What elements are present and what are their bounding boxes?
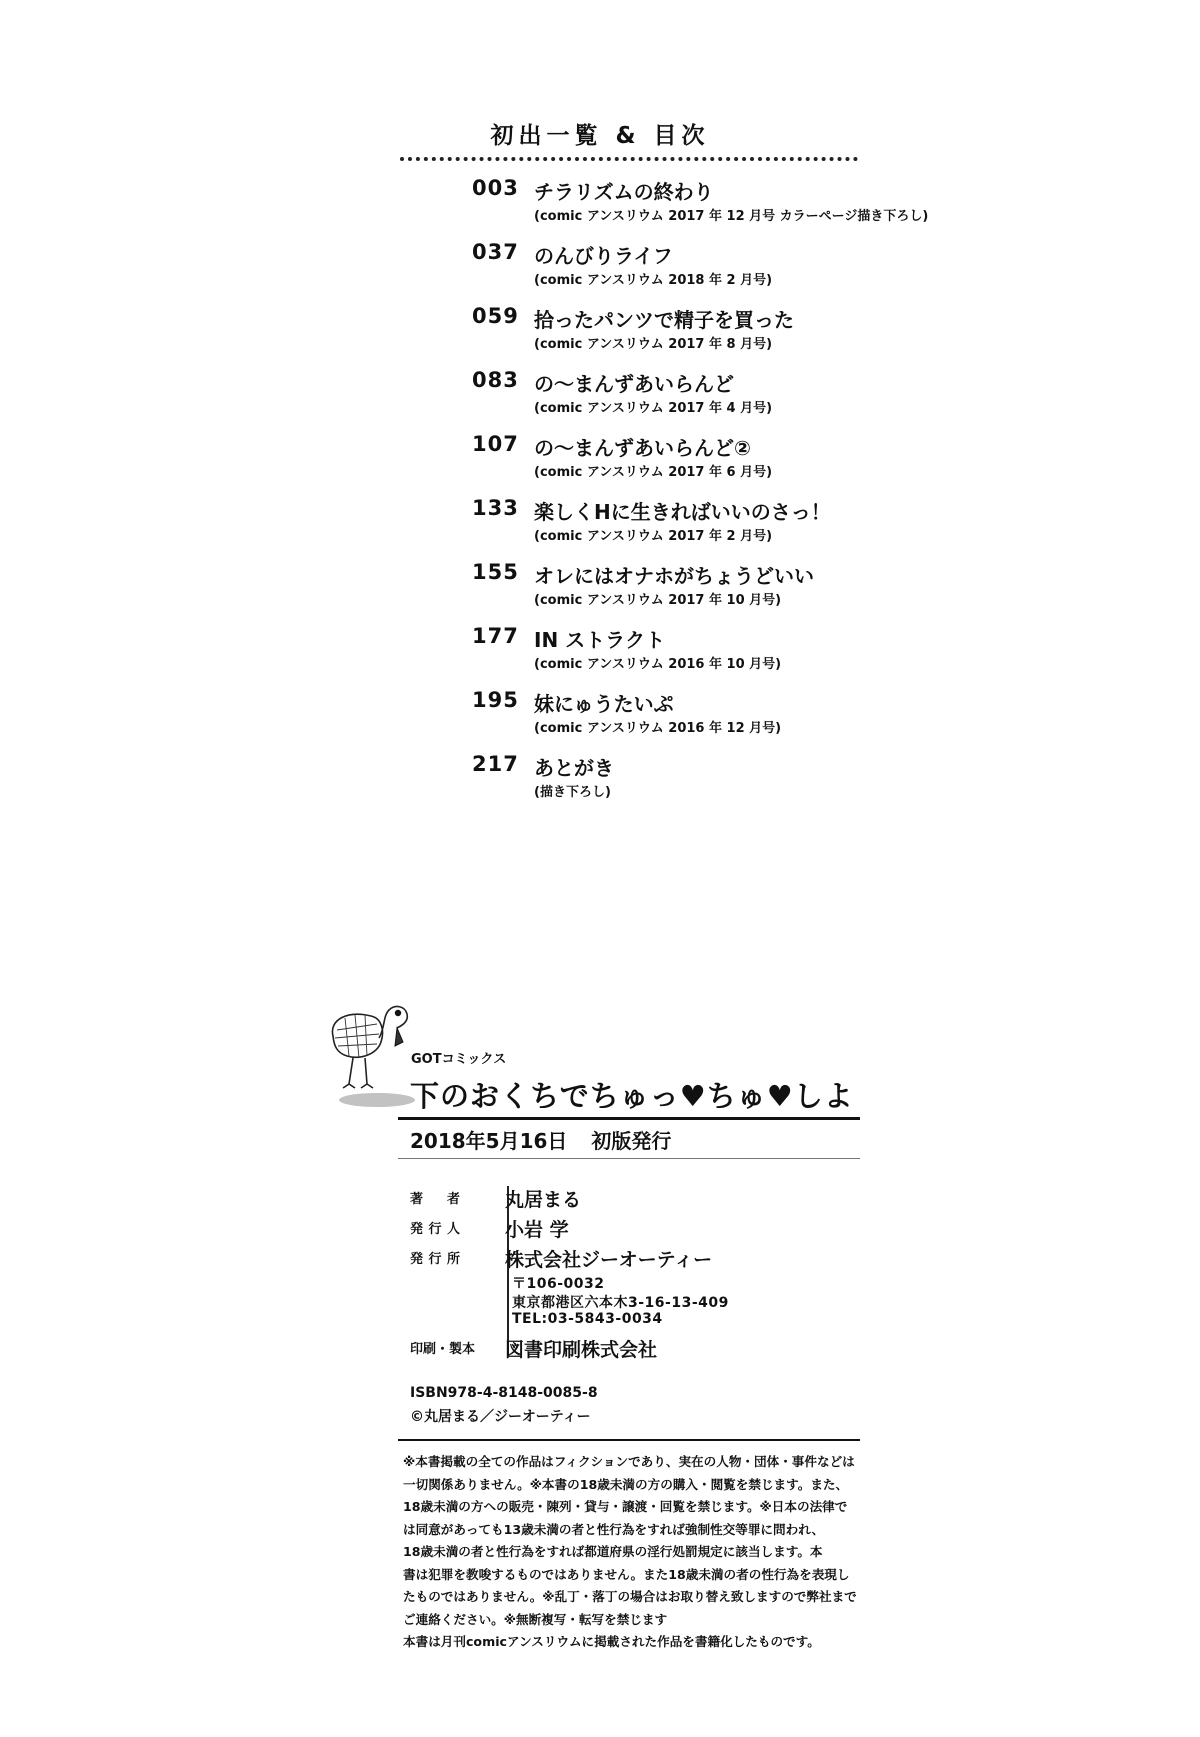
toc-story-source: (comic アンスリウム 2017 年 10 月号) xyxy=(534,593,782,608)
dotted-divider xyxy=(400,157,858,161)
toc-page-number: 177 xyxy=(472,624,519,648)
issuer-name: 小岩 学 xyxy=(505,1219,569,1241)
toc-page-number: 083 xyxy=(472,368,519,392)
label-char: 発 xyxy=(410,1222,424,1237)
notice-line: 一切関係ありません。※本書の18歳未満の方の購入・閲覧を禁じます。また、 xyxy=(403,1476,849,1492)
notice-line: たものではありません。※乱丁・落丁の場合はお取り替え致しますので弊社まで xyxy=(403,1589,857,1604)
notice-rule xyxy=(398,1439,860,1441)
notice-line: 本書は月刊comicアンスリウムに掲載された作品を書籍化したものです。 xyxy=(403,1634,820,1649)
toc-story-source: (描き下ろし) xyxy=(534,785,611,800)
publisher-label xyxy=(410,1248,460,1267)
toc-entry xyxy=(472,496,972,560)
title-rule xyxy=(398,1117,860,1120)
toc-entry xyxy=(472,368,972,432)
publication-date xyxy=(410,1125,671,1154)
legal-notice xyxy=(403,1451,858,1654)
title-part: しよ xyxy=(793,1079,854,1113)
toc-page-number: 217 xyxy=(472,752,519,776)
date-rule xyxy=(398,1158,860,1159)
publisher-name: 株式会社ジーオーティー xyxy=(505,1249,713,1271)
toc-story-source: (comic アンスリウム 2018 年 2 月号) xyxy=(534,273,773,288)
heart-icon: ♥ xyxy=(766,1079,794,1113)
label-char: 行 xyxy=(428,1222,442,1237)
printer-name: 図書印刷株式会社 xyxy=(505,1339,658,1361)
copyright: ©丸居まる／ジーオーティー xyxy=(410,1409,591,1425)
toc-list xyxy=(472,176,972,816)
author-label xyxy=(410,1188,460,1207)
title-part: 下のおくちでちゅっ xyxy=(410,1079,680,1113)
toc-entry xyxy=(472,176,972,240)
toc-page-number: 003 xyxy=(472,176,519,200)
toc-story-title: オレにはオナホがちょうどいい xyxy=(534,564,814,588)
toc-entry xyxy=(472,304,972,368)
toc-entry xyxy=(472,752,972,816)
toc-story-title: 楽しくHに生きればいいのさっ！ xyxy=(534,500,831,524)
toc-story-title: あとがき xyxy=(534,756,614,780)
toc-page-number: 059 xyxy=(472,304,519,328)
toc-story-title: チラリズムの終わり xyxy=(534,180,714,204)
toc-story-source: (comic アンスリウム 2017 年 4 月号) xyxy=(534,401,773,416)
heart-icon: ♥ xyxy=(679,1079,707,1113)
toc-page-number: 133 xyxy=(472,496,519,520)
isbn: ISBN978-4-8148-0085-8 xyxy=(410,1385,598,1401)
toc-story-source: (comic アンスリウム 2017 年 6 月号) xyxy=(534,465,773,480)
issuer-label xyxy=(410,1218,460,1237)
label-char: 発 xyxy=(410,1252,424,1267)
toc-story-title: のんびりライフ xyxy=(534,244,673,268)
toc-story-title: IN ストラクト xyxy=(534,628,666,652)
toc-entry xyxy=(472,240,972,304)
imprint-label: GOTコミックス xyxy=(411,1052,507,1067)
notice-line: 書は犯罪を教唆するものではありません。また18歳未満の者の性行為を表現し xyxy=(403,1566,850,1582)
notice-line: 18歳未満の者と性行為をすれば都道府県の淫行処罰規定に該当します。本 xyxy=(403,1544,823,1559)
toc-story-source: (comic アンスリウム 2016 年 12 月号) xyxy=(534,721,782,736)
edition-text: 初版発行 xyxy=(591,1129,672,1153)
toc-story-source: (comic アンスリウム 2017 年 8 月号) xyxy=(534,337,773,352)
author-name: 丸居まる xyxy=(505,1189,582,1211)
title-part: ちゅ xyxy=(706,1079,767,1113)
printer-label: 印刷・製本 xyxy=(410,1342,476,1357)
toc-page-number: 155 xyxy=(472,560,519,584)
book-title xyxy=(410,1074,854,1115)
label-char: 行 xyxy=(428,1252,442,1267)
toc-story-source: (comic アンスリウム 2017 年 12 月号 カラーページ描き下ろし) xyxy=(534,209,929,224)
toc-page-number: 195 xyxy=(472,688,519,712)
toc-story-title: の〜まんずあいらんど xyxy=(534,372,734,396)
toc-story-title: 妹にゅうたいぷ xyxy=(534,692,674,716)
postal-code: 〒106-0032 xyxy=(512,1276,605,1292)
address: 東京都港区六本木3-16-13-409 xyxy=(512,1295,729,1311)
toc-entry xyxy=(472,688,972,752)
toc-page-number: 107 xyxy=(472,432,519,456)
toc-story-source: (comic アンスリウム 2016 年 10 月号) xyxy=(534,657,782,672)
notice-line: ご連絡ください。※無断複写・転写を禁じます xyxy=(403,1611,668,1627)
label-char: 著 xyxy=(410,1192,424,1207)
notice-line: 18歳未満の方への販売・陳列・貸与・譲渡・回覧を禁じます。※日本の法律で xyxy=(403,1499,848,1514)
notice-line: ※本書掲載の全ての作品はフィクションであり、実在の人物・団体・事件などは xyxy=(403,1454,855,1469)
toc-story-source: (comic アンスリウム 2017 年 2 月号) xyxy=(534,529,773,544)
label-char: 所 xyxy=(446,1252,460,1267)
toc-heading: 初出一覧 & 目次 xyxy=(490,123,710,149)
label-char: 人 xyxy=(446,1222,460,1237)
notice-line: は同意があっても13歳未満の者と性行為をすれば強制性交等罪に問われ、 xyxy=(403,1521,825,1537)
toc-page-number: 037 xyxy=(472,240,519,264)
toc-entry xyxy=(472,624,972,688)
label-char: 者 xyxy=(446,1192,460,1207)
toc-story-title: の〜まんずあいらんど② xyxy=(534,436,751,460)
toc-entry xyxy=(472,560,972,624)
toc-entry xyxy=(472,432,972,496)
date-text: 2018年5月16日 xyxy=(410,1129,568,1153)
toc-story-title: 拾ったパンツで精子を買った xyxy=(534,308,794,332)
telephone: TEL:03-5843-0034 xyxy=(512,1311,663,1327)
